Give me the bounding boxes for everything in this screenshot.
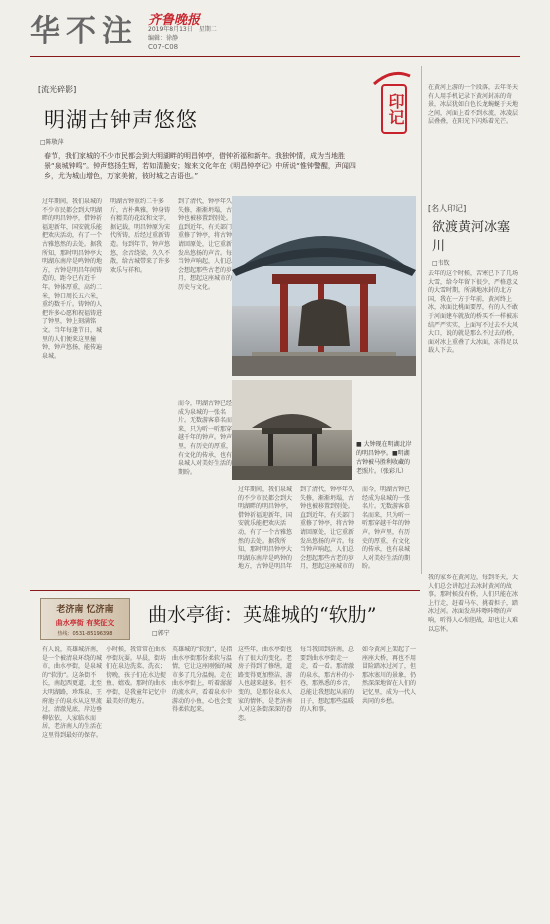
article-body-col-4: 过年期间，我们泉城的不少市民都会到大明湖畔的明昌钟亭，借钟祈福迎新年，国安就乐能把欢庆活动，有了一个古雅悠然的去处。据我所知，那时明昌钟亭大明湖东南岸是鸣钟的地方，古钟是明昌年 [238,486,293,570]
sidebar-kicker: [名人印记] [428,204,467,213]
page-numbers: C07-C08 [148,43,179,51]
article-body-col-5: 到了清代，钟亭年久失修，渐渐坍塌，古钟也被移置到别处。直到近年，有关部门重修了钟亭，将古钟请回原处，让它重新发出悠扬的声音。每当钟声响起，人们总会想起那些古老的岁月，想起这座城市的 [300,486,355,570]
column-logo-note: 热线：0531-85196398 [57,631,113,637]
photo-caption: ■ 大钟现在明湖北岸的明昌钟亭。■明湖古钟被马胜利收藏的老照片。（张彩儿） [356,441,412,475]
bottom-article-title: 曲水亭街：英雄城的“软肋” [148,604,377,626]
bottom-body-col-3: 英雄城的“软肋”，是指曲水亭街那份柔软与温情，它让这座刚强的城市多了几分温婉。走在曲水亭街上，听着潺潺的流水声，看着泉水中游动的小鱼，心也会变得柔软起来。 [172,646,233,714]
masthead-divider [30,56,520,57]
article-body-col-2: 明湖古钟重约二千多斤，古朴典雅，钟身铸有精美的花纹和文字，据记载，明昌钟原为宋代所铸，后经过重新铸造。每到年节，钟声悠悠，余音绕梁，久久不散，给古城带来了许多欢乐与祥和。 [110,198,171,274]
sidebar-title: 欲渡黄河冰塞川 [432,220,511,254]
sidebar-body-2: 我的家乡在黄河边，每到冬天，大人们总会讲起过去冰封黄河的故事。那时候没有桥，人们只能在冰上行走，赶着马车、挑着担子，踏冰过河。冰面发出咔嚓咔嚓的声响，听得人心惊胆战，却也让人难以忘怀。 [428,574,519,633]
old-photo [232,380,352,480]
pavilion-illustration [232,196,416,376]
sidebar-intro: 在黄河上游的一个段落，去年冬天有人用手机记录下黄河封冻的奇景，冰层犹如白色长龙蜿蜒于天地之间，河面上看不到水流，冰凌层层叠叠，在阳光下闪烁着光芒。 [428,84,519,126]
sidebar-byline: □韦钦 [432,260,450,267]
masthead-title: 华不注 [30,14,138,49]
bottom-body-col-2: 小时候，我常常在曲水亭街玩耍。早晨，街坊们在泉边洗菜、洗衣；傍晚，孩子们在水边捉鱼、嬉戏。那时的曲水亭街，是我童年记忆中最美好的地方。 [106,646,167,705]
sidebar-body: 去年的这个时候，苦寒已下了几场大雪，给今年留下很少，严格意义的大雪时期，所满地冰封的北方国，我在一方于年前，黄河终上冰，冰面比桃面要厚，有的人不敢于河面建车就放的桥买不一样被冻结严严实实，上面写不过去不大风大口，说的就是那么不过去的桥，面对冰上重叠了大冰面，冻得足以载人下去。 [428,270,519,355]
bell-pavilion-photo [232,196,416,376]
section-divider [30,590,420,591]
yinji-stamp: 印记 [381,84,407,134]
article-body-col-3: 到了清代，钟亭年久失修，渐渐坍塌，古钟也被移置到别处。直到近年，有关部门重修了钟亭，将古钟请回原处，让它重新发出悠扬的声音。每当钟声响起，人们总会想起那些古老的岁月，想起这座城市的历史与文化。 [178,198,233,291]
issue-date: 2019年8月13日 星期二 [148,26,217,33]
article-byline: □陈敬萍 [40,139,64,146]
page-editor: 编辑：徐静 [148,35,179,42]
column-logo-main: 老济南 忆济南 [56,605,114,615]
article-title: 明湖古钟声悠悠 [44,108,198,132]
column-logo-sub: 曲水亭街 有奖征文 [55,619,115,627]
article-body-col-6: 而今，明湖古钟已经成为泉城的一张名片。无数游客慕名而来，只为听一听那穿越千年的钟声。钟声里，有历史的厚重，有文化的传承，也有泉城人对美好生活的期盼。 [362,486,411,570]
bottom-article-byline: □郭宁 [152,630,170,637]
bottom-body-col-5: 每当我回到济南，总要到曲水亭街走一走，看一看。那清澈的泉水，那古朴的小巷，那熟悉的乡音，总能让我想起从前的日子，想起那些温暖的人和事。 [300,646,355,714]
column-divider [421,66,422,574]
newspaper-brand: 齐鲁晚报 [148,13,201,28]
bottom-body-col-1: 有人说，英雄城济南，是一个被清泉环绕的城市，曲水亭街，是泉城的“软肋”。这条街不长，南起西更道，北至大明湖路，珍珠泉、王府池子的泉水从这里流过，清澈见底，岸边垂柳依依，人家临水而居，老济南人的生活在这里得到最好的保存。 [42,646,102,739]
article-body-col-3b: 而今，明湖古钟已经成为泉城的一张名片。无数游客慕名而来，只为听一听那穿越千年的钟声。钟声里，有历史的厚重，有文化的传承，也有泉城人对美好生活的期盼。 [178,400,233,476]
column-logo [40,598,130,640]
article-lede: 春节，我们家城的不少市民都会到大明湖畔的明昌钟亭，借钟祈福和新年。我独钟情，成为当地胜景“泉城钟鸣”。钟声悠扬生辉，若如清脆安；嫁来文化年在《明昌钟亭记》中所说“惟钟警醒，声闻四乡，尤为城山增色，万家美俯，彼时城之吉语也。” [44,152,356,180]
article-kicker: [流光碎影] [38,85,77,94]
bottom-body-col-6: 如今黄河上架起了一座座大桥，再也不用冒险踏冰过河了，但那冰塞川的景象，仍然深深地留在人们的记忆里，成为一代人共同的乡愁。 [362,646,416,705]
article-body-col-1: 过年期间，我们泉城的不少市民都会到大明湖畔的明昌钟亭，借钟祈福迎新年，国安就乐能把欢庆活动，有了一个古雅悠然的去处。据我所知，那时明昌钟亭大明湖东南岸是鸣钟的地方，古钟是明昌年间铸造的，距今已有近千年。钟体厚重，高约二米，钟口周长五六米，重约数千斤。铸钟的人把许多心愿和祝福铸进了钟里，钟上刻满铭文。当年每逢节日，城里的人们便来这里撞钟，钟声悠扬，能传遍泉城。 [42,198,103,360]
bottom-body-col-4: 这些年，曲水亭街也有了很大的变化。老房子得到了修缮，道路变得更加整洁，游人也越来越多。但不变的，是那份泉水人家的情怀，是老济南人对这条街深深的眷恋。 [238,646,293,722]
old-pavilion-illustration [232,380,352,480]
brush-stroke-decoration [372,66,412,92]
